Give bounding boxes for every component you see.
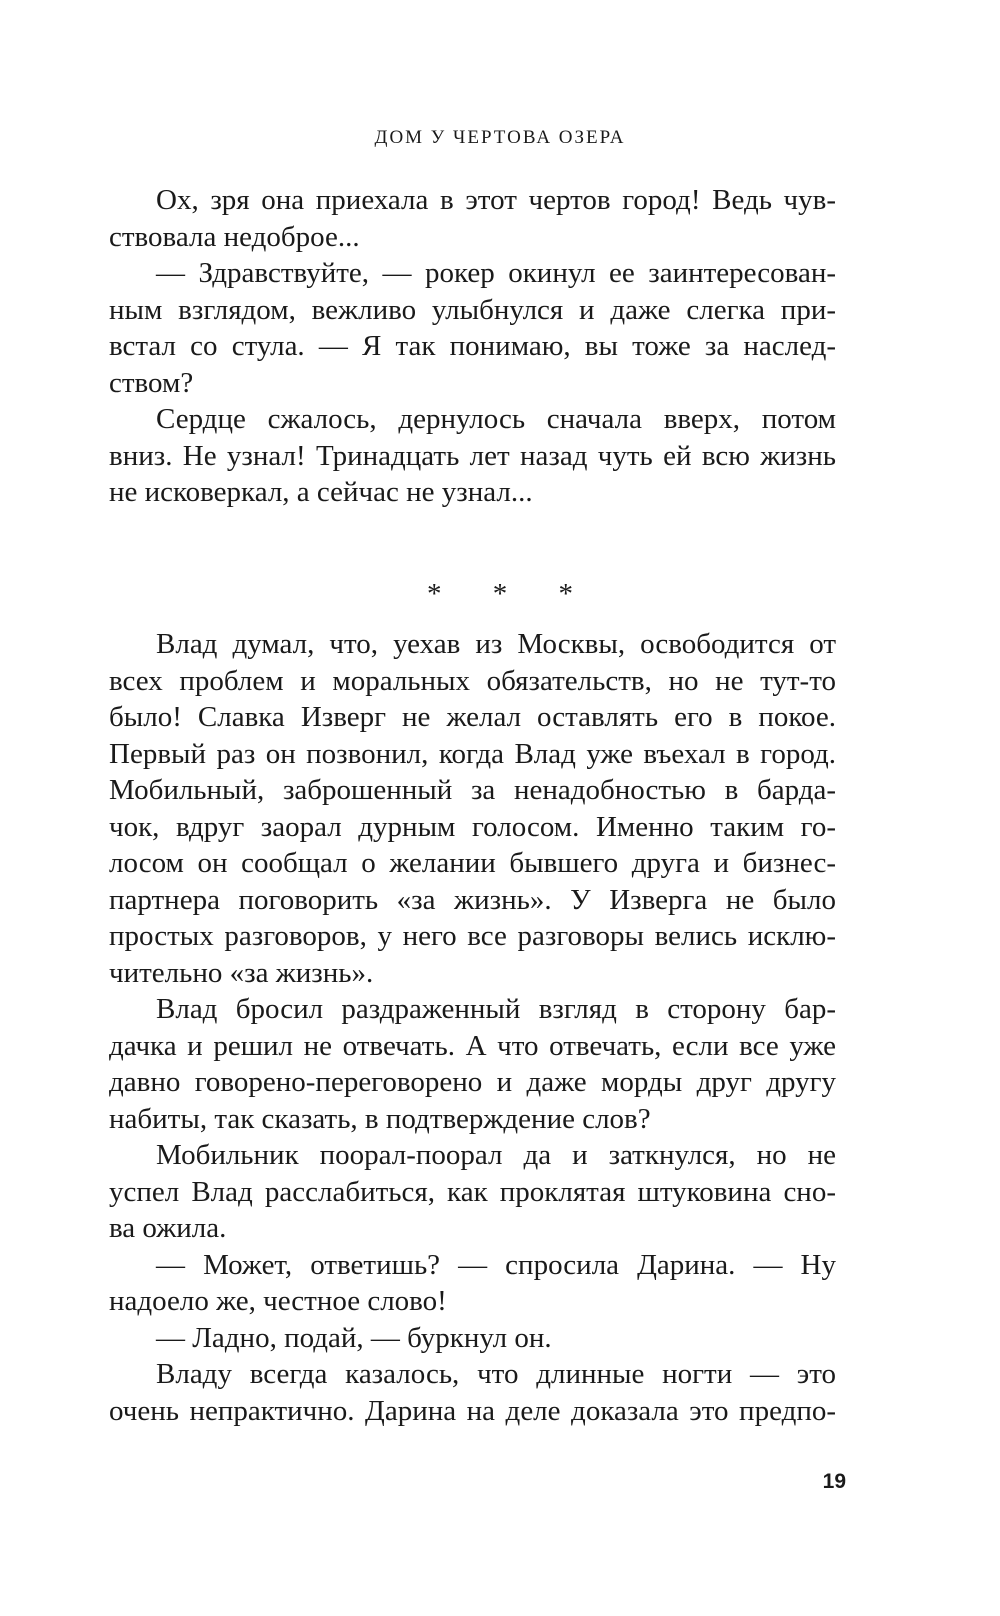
text-line: вниз. Не узнал! Тринадцать лет назад чуть ей всю жизнь	[109, 439, 836, 472]
text-line: дачка и решил не отвечать. А что отвечать, если все уже	[109, 1029, 836, 1062]
text-line: успел Влад расслабиться, как проклятая штуковина сно-	[109, 1175, 836, 1208]
page-number: 19	[822, 1470, 846, 1493]
text-line: чительно «за жизнь».	[109, 956, 374, 989]
text-block-1	[109, 182, 836, 511]
text-line: Мобильный, заброшенный за ненадобностью в барда-	[109, 774, 836, 806]
text-block-2	[109, 626, 836, 1429]
text-line: было! Славка Изверг не желал оставлять его в покое.	[109, 701, 836, 733]
text-line: ством?	[109, 366, 194, 399]
text-line: лосом он сообщал о желании бывшего друга и бизнес-	[109, 847, 836, 879]
text-line: давно говорено-переговорено и даже морды друг другу	[109, 1066, 836, 1098]
text-line: ва ожила.	[109, 1212, 227, 1244]
text-line: простых разговоров, у него все разговоры велись исклю-	[109, 920, 836, 952]
text-line: — Может, ответишь? — спросила Дарина. — Ну	[156, 1248, 836, 1281]
text-line: — Здравствуйте, — рокер окинул ее заинтересован-	[156, 257, 836, 289]
text-line: ствовала недоброе...	[109, 220, 360, 253]
text-line: партнера поговорить «за жизнь». У Изверга не было	[109, 883, 836, 916]
text-line: — Ладно, подай, — буркнул он.	[156, 1321, 552, 1354]
text-line: Влад бросил раздраженный взгляд в сторону бар-	[156, 993, 836, 1025]
section-separator: * * *	[427, 578, 595, 610]
text-line: Владу всегда казалось, что длинные ногти — это	[156, 1358, 836, 1390]
text-line: Мобильник поорал-поорал да и заткнулся, но не	[156, 1139, 836, 1171]
text-line: всех проблем и моральных обязательств, но не тут-то	[109, 664, 836, 697]
text-line: набиты, так сказать, в подтверждение слов?	[109, 1102, 651, 1135]
text-line: не исковеркал, а сейчас не узнал...	[109, 476, 533, 508]
text-line: Ох, зря она приехала в этот чертов город! Ведь чув-	[156, 184, 836, 216]
text-line: Сердце сжалось, дернулось сначала вверх, потом	[156, 403, 836, 435]
text-line: встал со стула. — Я так понимаю, вы тоже за наслед-	[109, 330, 836, 362]
text-line: Первый раз он позвонил, когда Влад уже въехал в город.	[109, 737, 836, 770]
text-line: Влад думал, что, уехав из Москвы, освободится от	[156, 628, 836, 660]
text-line: надоело же, честное слово!	[109, 1285, 447, 1317]
text-line: очень непрактично. Дарина на деле доказала это предпо-	[109, 1394, 836, 1427]
text-line: чок, вдруг заорал дурным голосом. Именно таким го-	[109, 810, 836, 843]
running-head: ДОМ У ЧЕРТОВА ОЗЕРА	[374, 127, 626, 148]
text-line: ным взглядом, вежливо улыбнулся и даже слегка при-	[109, 293, 836, 326]
